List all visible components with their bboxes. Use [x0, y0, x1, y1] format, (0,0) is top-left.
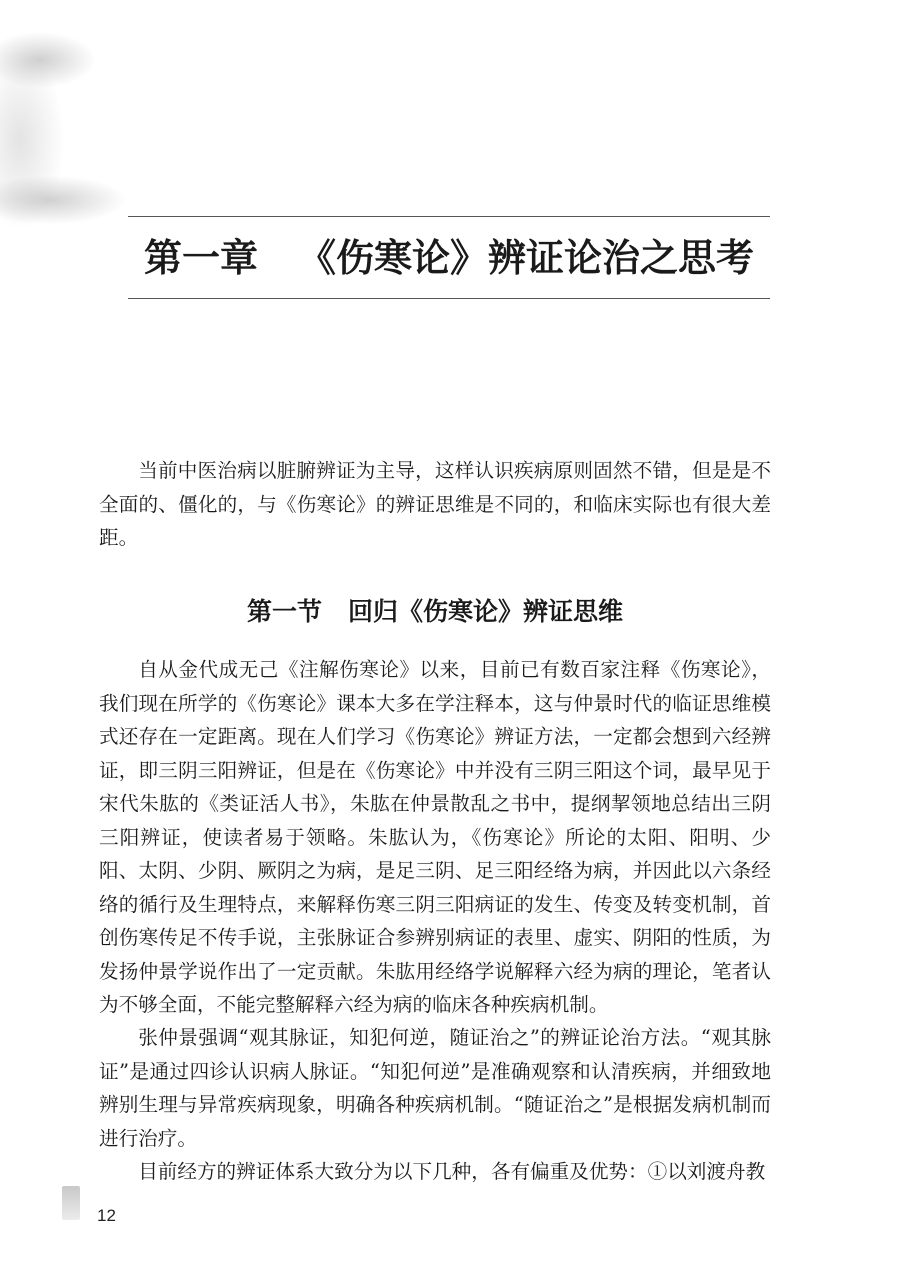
body-paragraph-3: 目前经方的辨证体系大致分为以下几种，各有偏重及优势：①以刘渡舟教 [138, 1160, 766, 1183]
body-paragraph-1: 自从金代成无己《注解伤寒论》以来，目前已有数百家注释《伤寒论》，我们现在所学的《伤寒论》课本大多在学注释本，这与仲景时代的临证思维模式还存在一定距离。现在人们学习《伤寒论》辨证方法，一定都会想到六经辨证，即三阴三阳辨证，但是在《伤寒论》中并没有三阴三阳这个词，最早见于宋代朱肱的《类证活人书》，朱肱在仲景散乱之书中，提纲挈领地总结出三阴三阳辨证，使读者易于领略。朱肱认为，《伤寒论》所论的太阳、阳明、少阳、太阴、少阴、厥阴之为病，是足三阴、足三阳经络为病，并因此以六条经络的循行及生理特点，来解释伤寒三阴三阳病证的发生、传变及转变机制，首创伤寒传足不传手说，主张脉证合参辨别病证的表里、虚实、阴阳的性质，为发扬仲景学说作出了一定贡献。朱肱用经络学说解释六经为病的理论，笔者认为不够全面，不能完整解释六经为病的临床各种疾病机制。 [99, 658, 771, 1016]
header-rule-top [128, 216, 770, 217]
body-paragraph-2: 张仲景强调“观其脉证，知犯何逆，随证治之”的辨证论治方法。“观其脉证”是通过四诊认识病人脉证。“知犯何逆”是准确观察和认清疾病，并细致地辨别生理与异常疾病现象，明确各种疾病机制。“随证治之”是根据发病机制而进行治疗。 [99, 1026, 771, 1150]
page-number: 12 [97, 1206, 116, 1225]
header-rule-bottom [128, 298, 770, 299]
page-corner-decoration [62, 1186, 80, 1220]
ink-wash-decoration [0, 0, 130, 300]
intro-paragraph: 当前中医治病以脏腑辨证为主导，这样认识疾病原则固然不错，但是是不全面的、僵化的，与《伤寒论》的辨证思维是不同的，和临床实际也有很大差距。 [99, 459, 771, 549]
chapter-number: 第一章 [143, 235, 258, 280]
section-number: 第一节 [246, 597, 322, 626]
section-name: 回归《伤寒论》辨证思维 [348, 597, 624, 626]
section-title [99, 592, 771, 632]
chapter-name: 《伤寒论》辨证论治之思考 [298, 235, 755, 280]
chapter-title [128, 230, 770, 286]
